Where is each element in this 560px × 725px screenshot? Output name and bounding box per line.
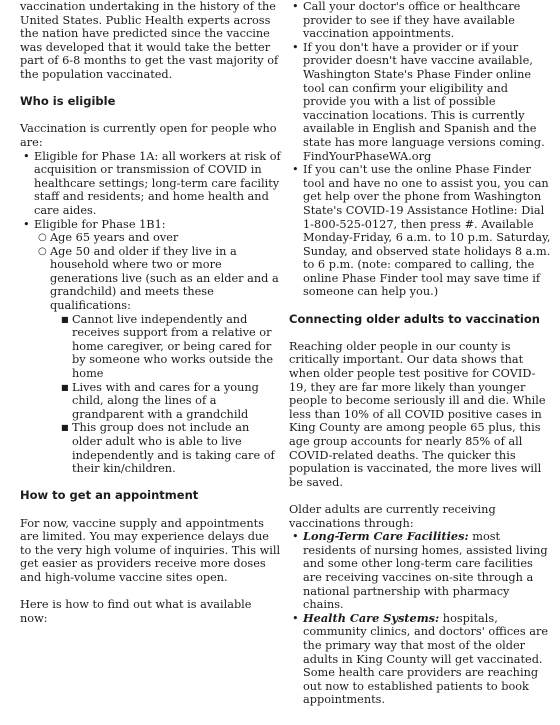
qualification-text: Cannot live independently and receives support from a relative or home caregiver, or being cared for by someone who works outside the home bbox=[72, 312, 274, 381]
bullet-icon: • bbox=[23, 217, 30, 231]
bullet-icon: • bbox=[292, 611, 299, 625]
ltc-text: most residents of nursing homes, assisted living and some other long-term care facilities are receiving vaccines on-site through a national partnership with pharmacy chains. bbox=[303, 530, 548, 612]
hcs-text: hospitals, community clinics, and doctors' offices are the primary way that most of the older adults in King County will get vaccinated. Some health care providers are reaching out now to established patients to book appointments. bbox=[303, 611, 549, 707]
qualification-text: This group does not include an older adult who is able to live independently and is taking care of their kin/children. bbox=[72, 421, 275, 476]
bullet-icon: • bbox=[23, 149, 30, 163]
connecting-heading: Connecting older adults to vaccination bbox=[289, 311, 540, 326]
right-column bbox=[289, 0, 552, 707]
vaccination-channels-list bbox=[289, 530, 552, 707]
list-item bbox=[289, 0, 552, 41]
phase-1a-text: Eligible for Phase 1A: all workers at risk of acquisition or transmission of COVID in healthcare settings; long-term care facility staff and residents; and home health and care aides. bbox=[34, 149, 281, 217]
list-item bbox=[289, 41, 552, 163]
receiving-paragraph: Older adults are currently receiving vaccinations through: bbox=[289, 502, 496, 530]
list-item bbox=[36, 231, 282, 245]
find-available-paragraph: Here is how to find out what is available now: bbox=[20, 598, 252, 625]
step-hotline: If you can't use the online Phase Finder tool and have no one to assist you, you can get help over the phone from Washington State's COVID-19 Assistance Hotline: Dial 1-800-525-0127, then press #. Available Monday-Friday, 6 a.m. to 10 p.m. Saturday, Sunday, and observed state holidays 8 a.m. to 6 p.m. (note: compared to calling, the online Phase Finder tool may save time if someone can help you.) bbox=[303, 163, 551, 299]
list-item bbox=[36, 245, 282, 476]
qualifications-list bbox=[58, 313, 282, 476]
step-call-doctor: Call your doctor's office or healthcare provider to see if they have available vaccination appointments. bbox=[303, 0, 521, 41]
appointment-heading: How to get an appointment bbox=[20, 488, 199, 503]
age-65-text: Age 65 years and over bbox=[50, 231, 179, 245]
phase-1b-sublist bbox=[36, 231, 282, 476]
ltc-label: Long-Term Care Facilities: bbox=[303, 529, 469, 544]
square-bullet-icon: ■ bbox=[61, 314, 69, 324]
list-item bbox=[58, 421, 282, 475]
circle-bullet-icon: ○ bbox=[38, 232, 47, 244]
list-item bbox=[58, 381, 282, 422]
circle-bullet-icon: ○ bbox=[38, 245, 47, 257]
list-item bbox=[289, 163, 552, 299]
connecting-paragraph: Reaching older people in our county is critically important. Our data shows that when older people test positive for COVID-19, they are far more likely than younger people to become seriously ill and die. While less than 10% of all COVID positive cases in King County are among people 65 plus, this age group accounts for nearly 85% of all COVID-related deaths. The quicker this population is vaccinated, the more lives will be saved. bbox=[289, 339, 546, 489]
list-item bbox=[289, 612, 552, 707]
list-item bbox=[20, 150, 282, 218]
eligibility-list bbox=[20, 150, 282, 476]
list-item bbox=[289, 530, 552, 612]
appointment-paragraph: For now, vaccine supply and appointments are limited. You may experience delays due to the very high volume of inquiries. This will get easier as providers receive more doses and high-volume vaccine sites open. bbox=[20, 516, 281, 584]
square-bullet-icon: ■ bbox=[61, 382, 69, 392]
hcs-label: Health Care Systems: bbox=[303, 610, 440, 625]
bullet-icon: • bbox=[292, 163, 299, 177]
phase-1b-text: Eligible for Phase 1B1: bbox=[34, 217, 166, 231]
steps-list bbox=[289, 0, 552, 299]
who-eligible-intro: Vaccination is currently open for people who are: bbox=[20, 122, 277, 149]
who-eligible-heading: Who is eligible bbox=[20, 94, 116, 109]
age-50-text: Age 50 and older if they live in a household where two or more generations live (such as an elder and a grandchild) and meets these qualifications: bbox=[50, 244, 279, 313]
list-item bbox=[58, 313, 282, 381]
left-column bbox=[20, 0, 282, 625]
bullet-icon: • bbox=[292, 40, 299, 54]
square-bullet-icon: ■ bbox=[61, 423, 69, 433]
intro-paragraph: vaccination undertaking in the history of the United States. Public Health experts across the nation have predicted since the vaccine was developed that it would take the better part of 6-8 months to get the vast majority of the population vaccinated. bbox=[20, 0, 279, 81]
bullet-icon: • bbox=[292, 0, 299, 13]
bullet-icon: • bbox=[292, 530, 299, 544]
list-item bbox=[20, 218, 282, 476]
step-phase-finder: If you don't have a provider or if your provider doesn't have vaccine available, Washington State's Phase Finder online tool can confirm your eligibility and provide you with a list of possible vaccination locations. This is currently available in English and Spanish and the state has more language versions coming. FindYourPhaseWA.org bbox=[303, 40, 545, 163]
qualification-text: Lives with and cares for a young child, along the lines of a grandparent with a grandchild bbox=[72, 380, 259, 421]
